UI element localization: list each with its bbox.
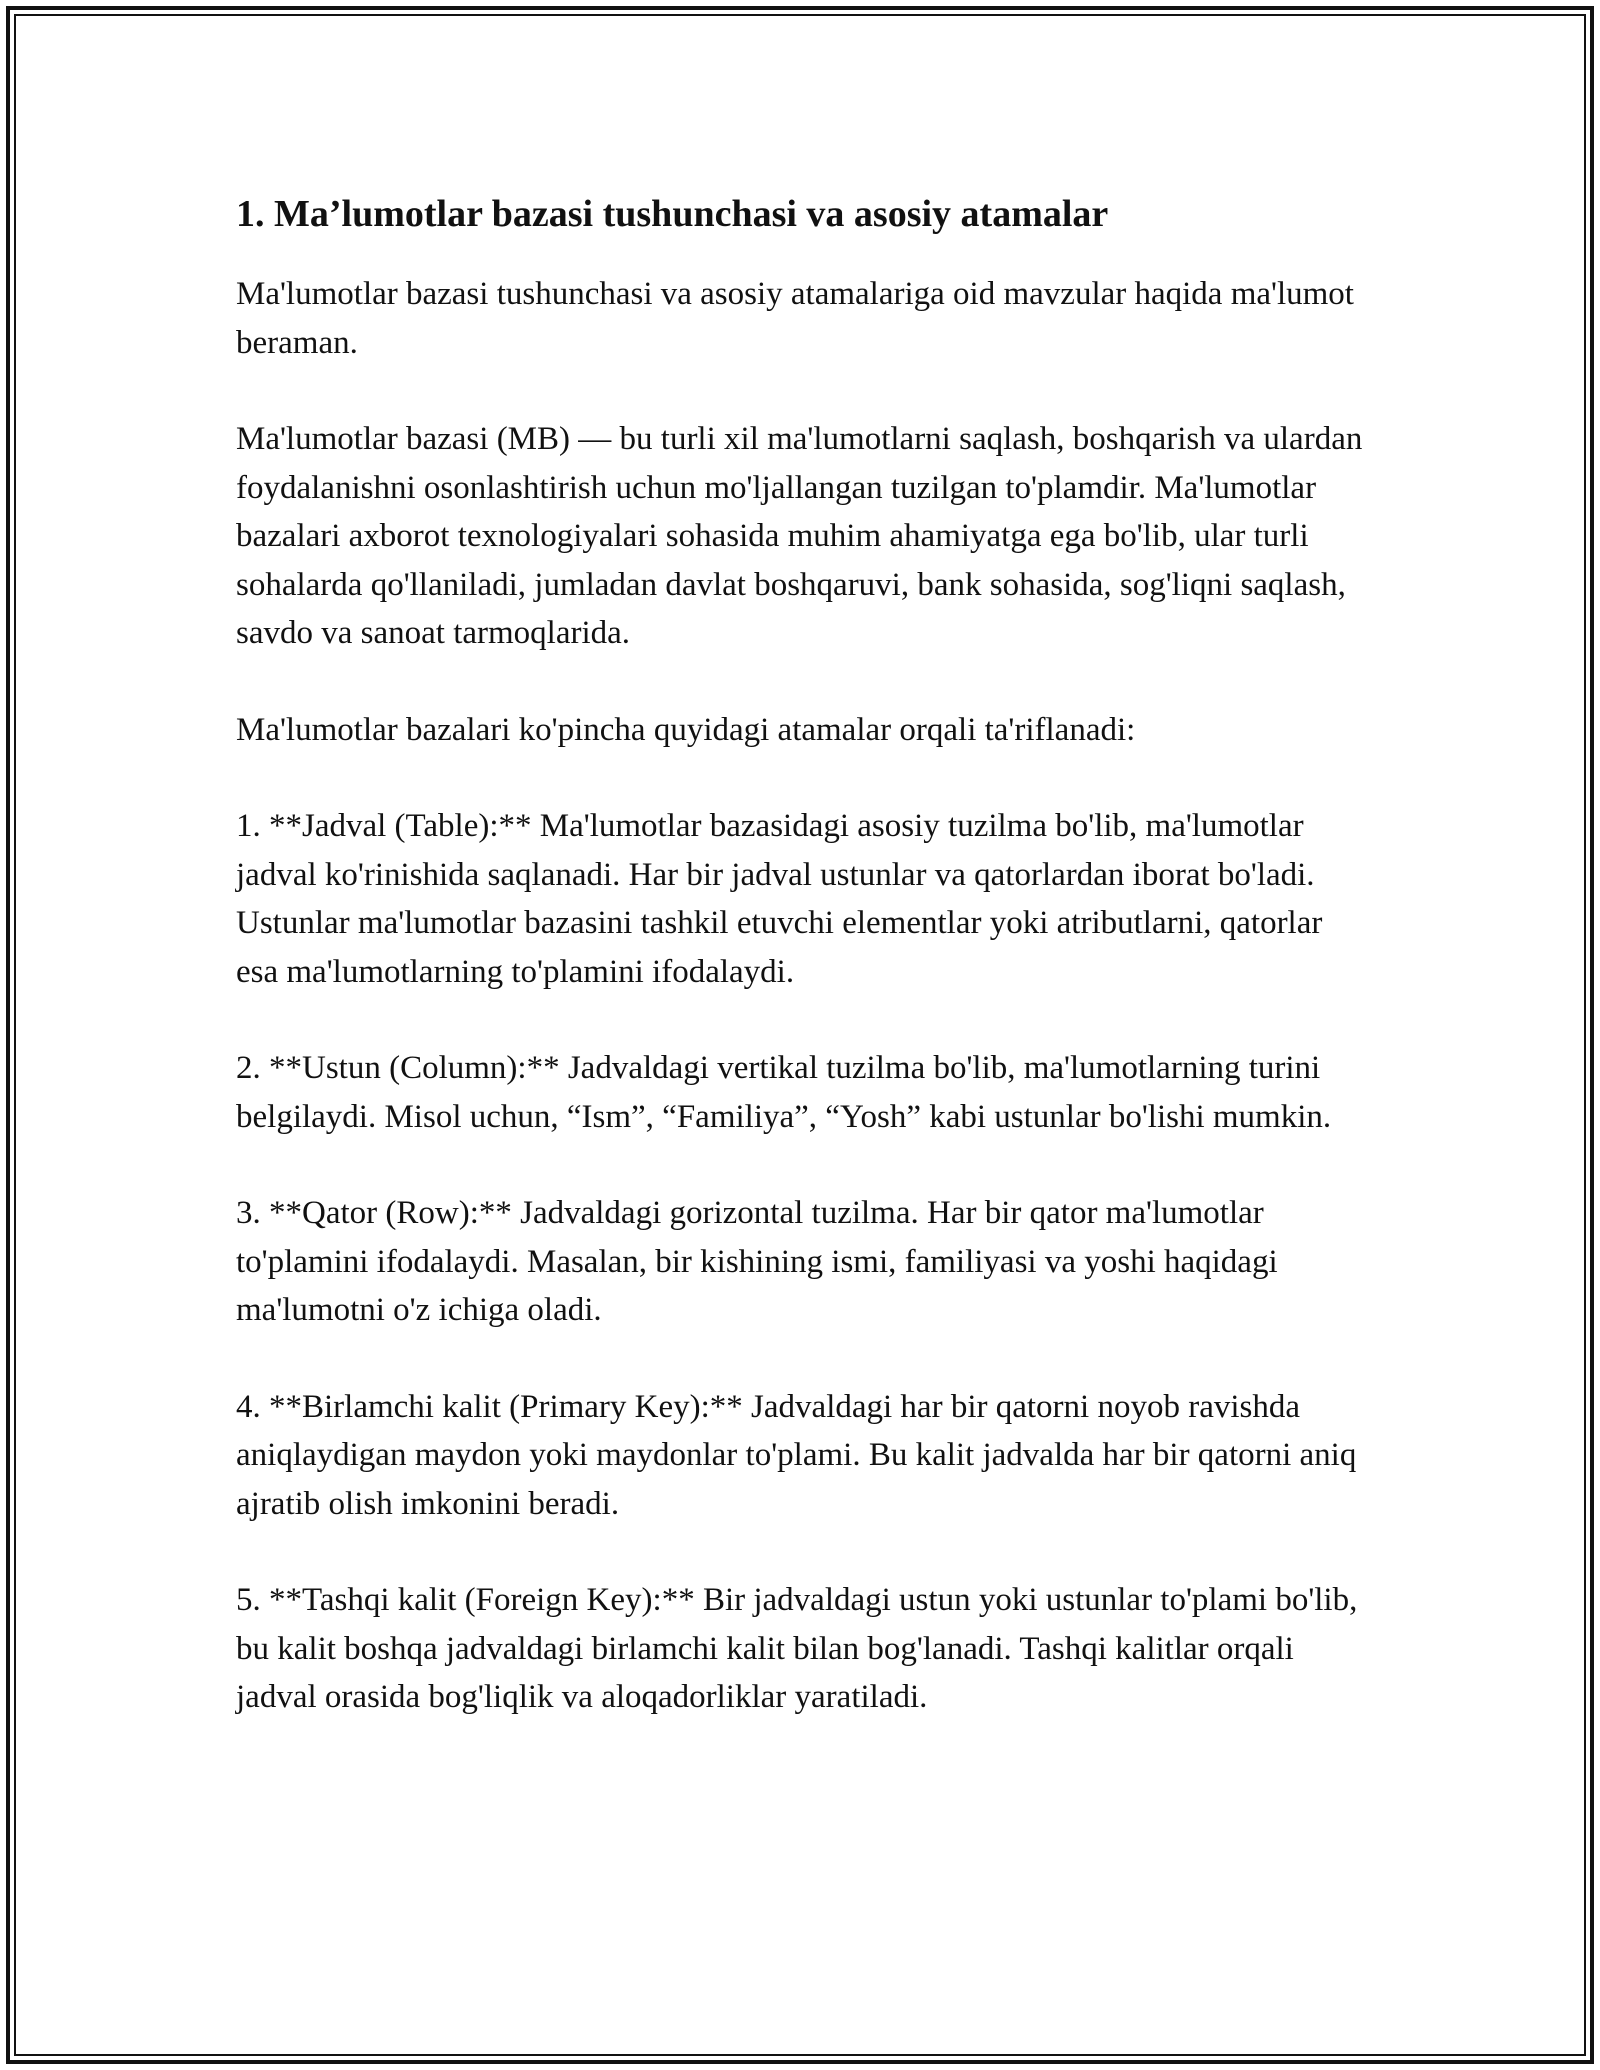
terms-lead-paragraph: Ma'lumotlar bazalari ko'pincha quyidagi atamalar orqali ta'riflanadi: (236, 711, 1136, 748)
term-row-paragraph: 3. **Qator (Row):** Jadvaldagi gorizontal tuzilma. Har bir qator ma'lumotlar to'plamini ifodalaydi. Masalan, bir kishining ismi, familiyasi va yoshi haqidagi ma'lumotni o'z ichiga oladi. (236, 1195, 1278, 1328)
term-foreign-key-paragraph: 5. **Tashqi kalit (Foreign Key):** Bir jadvaldagi ustun yoki ustunlar to'plami bo'lib, bu kalit boshqa jadvaldagi birlamchi kalit bilan bog'lanadi. Tashqi kalitlar orqali jadval orasida bog'liqlik va aloqadorliklar yaratiladi. (236, 1582, 1358, 1715)
term-column-paragraph: 2. **Ustun (Column):** Jadvaldagi vertikal tuzilma bo'lib, ma'lumotlarning turini belgilaydi. Misol uchun, “Ism”, “Familiya”, “Yosh” kabi ustunlar bo'lishi mumkin. (236, 1050, 1332, 1135)
intro-paragraph: Ma'lumotlar bazasi tushunchasi va asosiy atamalariga oid mavzular haqida ma'lumot beraman. (236, 276, 1354, 361)
document-body (236, 188, 1366, 1770)
section-heading: 1. Ma’lumotlar bazasi tushunchasi va asosiy atamalar (236, 193, 1109, 235)
definition-paragraph: Ma'lumotlar bazasi (MB) — bu turli xil ma'lumotlarni saqlash, boshqarish va ulardan foydalanishni osonlashtirish uchun mo'ljallangan tuzilgan to'plamdir. Ma'lumotlar bazalari axborot texnologiyalari sohasida muhim ahamiyatga ega bo'lib, ular turli sohalarda qo'llaniladi, jumladan davlat boshqaruvi, bank sohasida, sog'liqni saqlash, savdo va sanoat tarmoqlarida. (236, 421, 1363, 651)
term-primary-key-paragraph: 4. **Birlamchi kalit (Primary Key):** Jadvaldagi har bir qatorni noyob ravishda aniqlaydigan maydon yoki maydonlar to'plami. Bu kalit jadvalda har bir qatorni aniq ajratib olish imkonini beradi. (236, 1388, 1357, 1522)
term-table-paragraph: 1. **Jadval (Table):** Ma'lumotlar bazasidagi asosiy tuzilma bo'lib, ma'lumotlar jadval ko'rinishida saqlanadi. Har bir jadval ustunlar va qatorlardan iborat bo'ladi. Ustunlar ma'lumotlar bazasini tashkil etuvchi elementlar yoki atributlarni, qatorlar esa ma'lumotlarning to'plamini ifodalaydi. (236, 808, 1323, 990)
